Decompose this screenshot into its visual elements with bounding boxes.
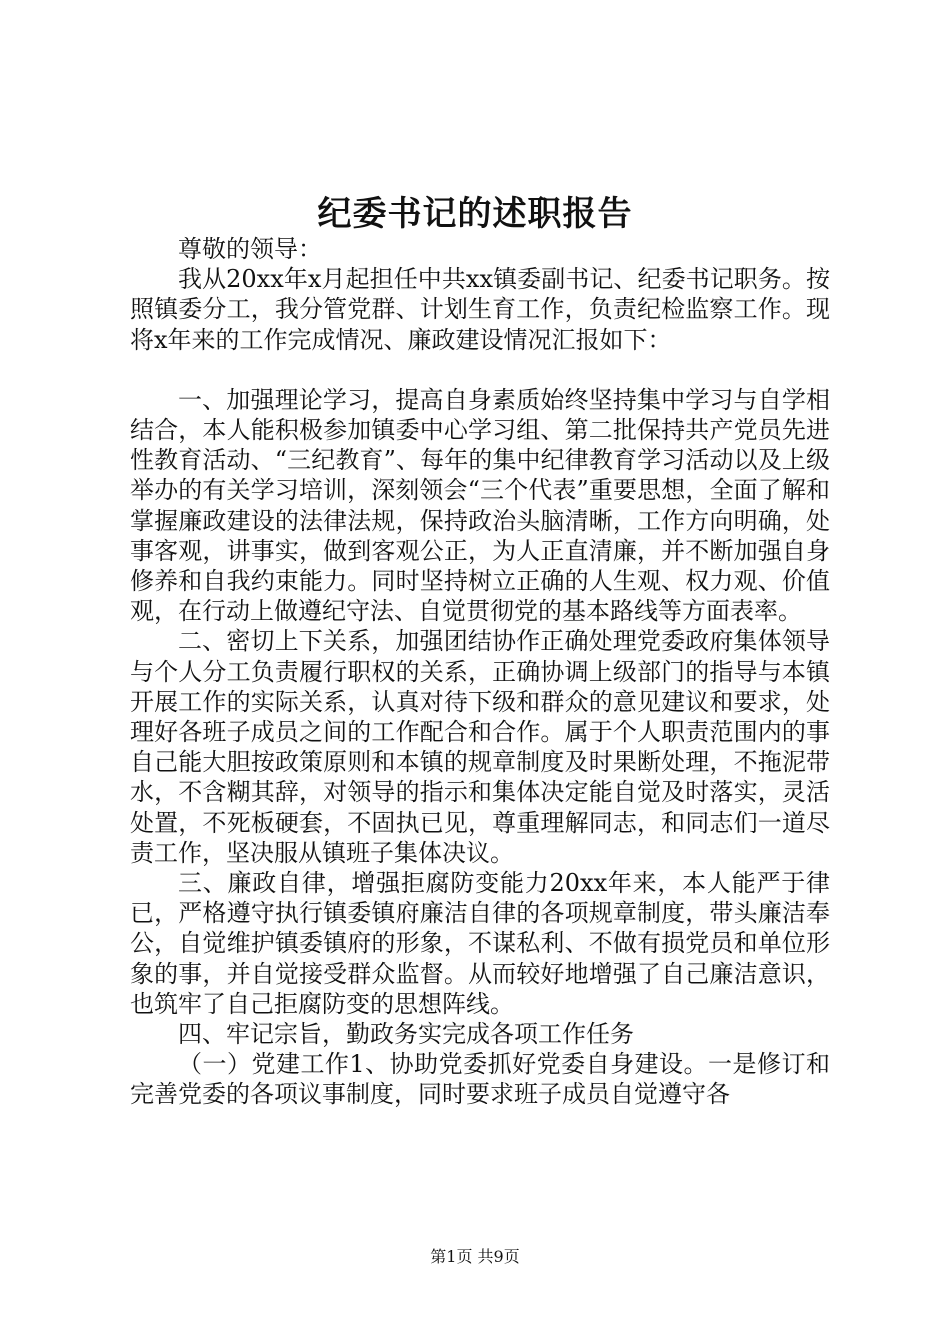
paragraph-section-3: 三、廉政自律，增强拒腐防变能力20xx年来，本人能严于律已，严格遵守执行镇委镇府廉洁自律的各项规章制度，带头廉洁奉公，自觉维护镇委镇府的形象，不谋私利、不做有损党员和单位形象的事，并自觉接受群众监督。从而较好地增强了自己廉洁意识，也筑牢了自己拒腐防变的思想阵线。: [130, 869, 830, 1018]
paragraph-gap: [130, 355, 830, 385]
document-body: [130, 234, 830, 1110]
paragraph-section-2: 二、密切上下关系，加强团结协作正确处理党委政府集体领导与个人分工负责履行职权的关系，正确协调上级部门的指导与本镇开展工作的实际关系，认真对待下级和群众的意见建议和要求，处理好各班子成员之间的工作配合和合作。属于个人职责范围内的事自己能大胆按政策原则和本镇的规章制度及时果断处理，不拖泥带水，不含糊其辞，对领导的指示和集体决定能自觉及时落实，灵活处置，不死板硬套，不固执已见，尊重理解同志，和同志们一道尽责工作，坚决服从镇班子集体决议。: [130, 627, 830, 867]
paragraph-section-1: 一、加强理论学习，提高自身素质始终坚持集中学习与自学相结合，本人能积极参加镇委中心学习组、第二批保持共产党员先进性教育活动、“三纪教育”、每年的集中纪律教育学习活动以及上级举办的有关学习培训，深刻领会“三个代表”重要思想，全面了解和掌握廉政建设的法律法规，保持政治头脑清晰，工作方向明确，处事客观，讲事实，做到客观公正，为人正直清廉，并不断加强自身修养和自我约束能力。同时坚持树立正确的人生观、权力观、价值观，在行动上做遵纪守法、自觉贯彻党的基本路线等方面表率。: [130, 385, 830, 626]
page-title: 纪委书记的述职报告: [317, 194, 633, 234]
paragraph-intro: 我从20xx年x月起担任中共xx镇委副书记、纪委书记职务。按照镇委分工，我分管党群、计划生育工作，负责纪检监察工作。现将x年来的工作完成情况、廉政建设情况汇报如下：: [130, 265, 830, 354]
page-footer: 第1页 共9页: [430, 1247, 520, 1266]
heading-section-4: 四、牢记宗旨，勤政务实完成各项工作任务: [178, 1020, 634, 1049]
paragraph-section-4-1: （一）党建工作1、协助党委抓好党委自身建设。一是修订和完善党委的各项议事制度，同时要求班子成员自觉遵守各: [130, 1050, 830, 1109]
salutation: 尊敬的领导：: [178, 235, 322, 263]
